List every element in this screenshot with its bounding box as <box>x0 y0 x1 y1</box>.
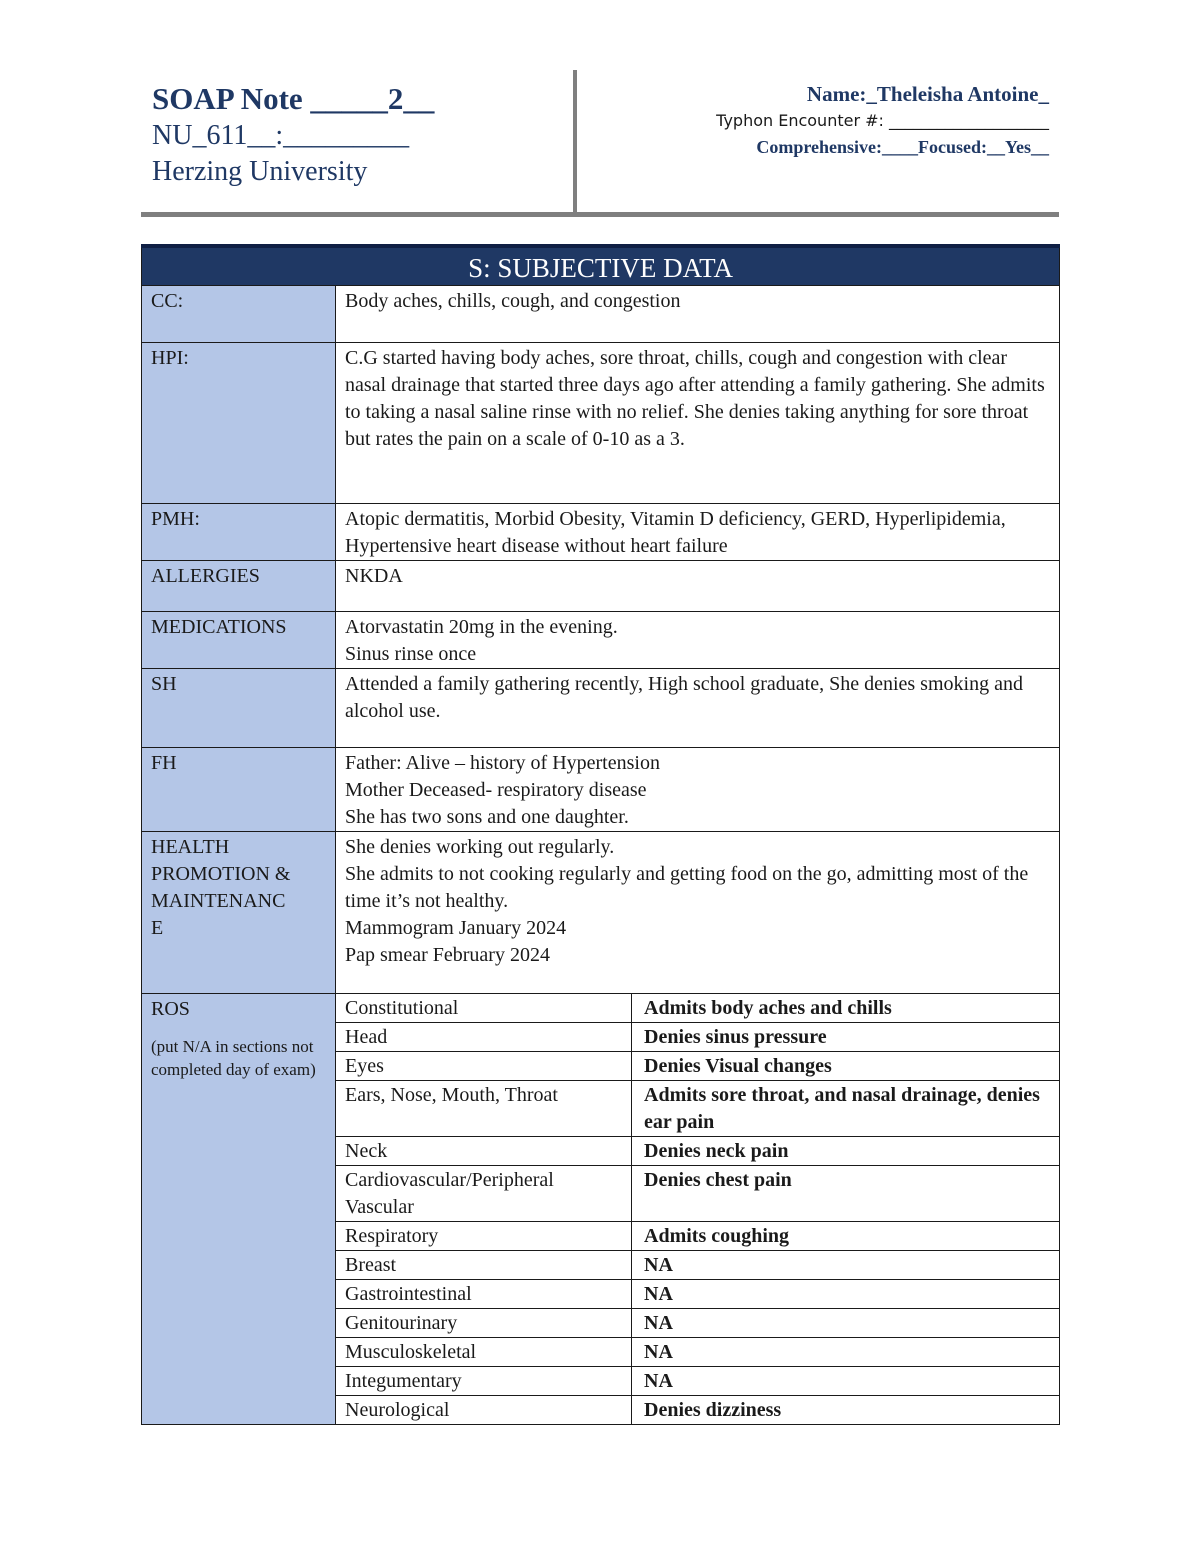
ros-label: ROS <box>151 998 190 1020</box>
cc-row <box>142 286 1060 343</box>
allergies-row <box>142 561 1060 612</box>
ros-note: (put N/A in sections not completed day of exam) <box>151 1037 316 1079</box>
ros-system: Constitutional <box>336 994 632 1023</box>
ros-finding: Denies neck pain <box>632 1137 1060 1166</box>
ros-finding: NA <box>632 1309 1060 1338</box>
ros-finding: Admits body aches and chills <box>632 994 1060 1023</box>
school-name: Herzing University <box>152 156 368 187</box>
ros-system: Genitourinary <box>336 1309 632 1338</box>
pmh-value: Atopic dermatitis, Morbid Obesity, Vitamin D deficiency, GERD, Hyperlipidemia, Hypertensive heart disease without heart failure <box>336 504 1060 561</box>
ros-system: Breast <box>336 1251 632 1280</box>
ros-row <box>142 994 1060 1023</box>
health-promotion-label: HEALTH PROMOTION & MAINTENANC E <box>142 832 336 994</box>
ros-finding: Denies chest pain <box>632 1166 1060 1222</box>
fh-label: FH <box>142 748 336 832</box>
health-line: She denies working out regularly. <box>345 836 615 858</box>
health-promotion-value <box>336 832 1060 994</box>
fh-line: Mother Deceased- respiratory disease <box>345 779 647 801</box>
medications-value <box>336 612 1060 669</box>
pmh-label: PMH: <box>142 504 336 561</box>
ros-system: Ears, Nose, Mouth, Throat <box>336 1081 632 1137</box>
ros-system: Neurological <box>336 1396 632 1425</box>
ros-finding: Denies sinus pressure <box>632 1023 1060 1052</box>
document-title: SOAP Note _____2__ <box>152 81 435 116</box>
hpi-value: C.G started having body aches, sore throat, chills, cough and congestion with clear nasal drainage that started three days ago after attending a family gathering. She admits to taking a nasal saline rinse with no relief. She denies taking anything for sore throat but rates the pain on a scale of 0-10 as a 3. <box>336 343 1060 504</box>
typhon-encounter-line <box>609 108 1049 134</box>
cc-label: CC: <box>142 286 336 343</box>
subjective-banner-row <box>142 246 1060 286</box>
header-right <box>609 80 1049 160</box>
fh-value <box>336 748 1060 832</box>
fh-line: Father: Alive – history of Hypertension <box>345 752 660 774</box>
health-line: She admits to not cooking regularly and getting food on the go, admitting most of the time it’s not healthy. <box>345 863 1029 912</box>
ros-system: Cardiovascular/Peripheral Vascular <box>336 1166 632 1222</box>
hpi-row <box>142 343 1060 504</box>
typhon-label: Typhon Encounter #: <box>716 111 889 130</box>
ros-finding: NA <box>632 1338 1060 1367</box>
student-name: Name:_Theleisha Antoine_ <box>806 82 1049 106</box>
ros-system: Gastrointestinal <box>336 1280 632 1309</box>
sh-row <box>142 669 1060 748</box>
ros-finding: Denies dizziness <box>632 1396 1060 1425</box>
ros-system: Eyes <box>336 1052 632 1081</box>
subjective-banner: S: SUBJECTIVE DATA <box>142 246 1060 286</box>
exam-type-line: Comprehensive:____Focused:__Yes__ <box>756 137 1049 157</box>
ros-system: Neck <box>336 1137 632 1166</box>
ros-finding: Denies Visual changes <box>632 1052 1060 1081</box>
medication-line: Sinus rinse once <box>345 643 477 665</box>
ros-label-cell <box>142 994 336 1425</box>
fh-line: She has two sons and one daughter. <box>345 806 629 828</box>
medication-line: Atorvastatin 20mg in the evening. <box>345 616 618 638</box>
course-line: NU_611__:_________ <box>152 120 410 151</box>
ros-finding: Admits coughing <box>632 1222 1060 1251</box>
cc-value: Body aches, chills, cough, and congestion <box>336 286 1060 343</box>
health-line: Mammogram January 2024 <box>345 917 567 939</box>
ros-system: Integumentary <box>336 1367 632 1396</box>
ros-finding: NA <box>632 1280 1060 1309</box>
ros-finding: NA <box>632 1367 1060 1396</box>
sh-value: Attended a family gathering recently, High school graduate, She denies smoking and alcohol use. <box>336 669 1060 748</box>
header-left <box>152 80 572 190</box>
health-promotion-row <box>142 832 1060 994</box>
ros-finding: Admits sore throat, and nasal drainage, denies ear pain <box>632 1081 1060 1137</box>
allergies-value: NKDA <box>336 561 1060 612</box>
hpi-label: HPI: <box>142 343 336 504</box>
sh-label: SH <box>142 669 336 748</box>
header-horizontal-divider <box>141 212 1059 217</box>
ros-system: Respiratory <box>336 1222 632 1251</box>
ros-system: Head <box>336 1023 632 1052</box>
header-vertical-divider <box>573 70 577 214</box>
subjective-table <box>141 244 1060 1425</box>
medications-label: MEDICATIONS <box>142 612 336 669</box>
health-line: Pap smear February 2024 <box>345 944 550 966</box>
fh-row <box>142 748 1060 832</box>
ros-system: Musculoskeletal <box>336 1338 632 1367</box>
pmh-row <box>142 504 1060 561</box>
typhon-blank: ____________________ <box>889 111 1049 130</box>
medications-row <box>142 612 1060 669</box>
ros-finding: NA <box>632 1251 1060 1280</box>
allergies-label: ALLERGIES <box>142 561 336 612</box>
